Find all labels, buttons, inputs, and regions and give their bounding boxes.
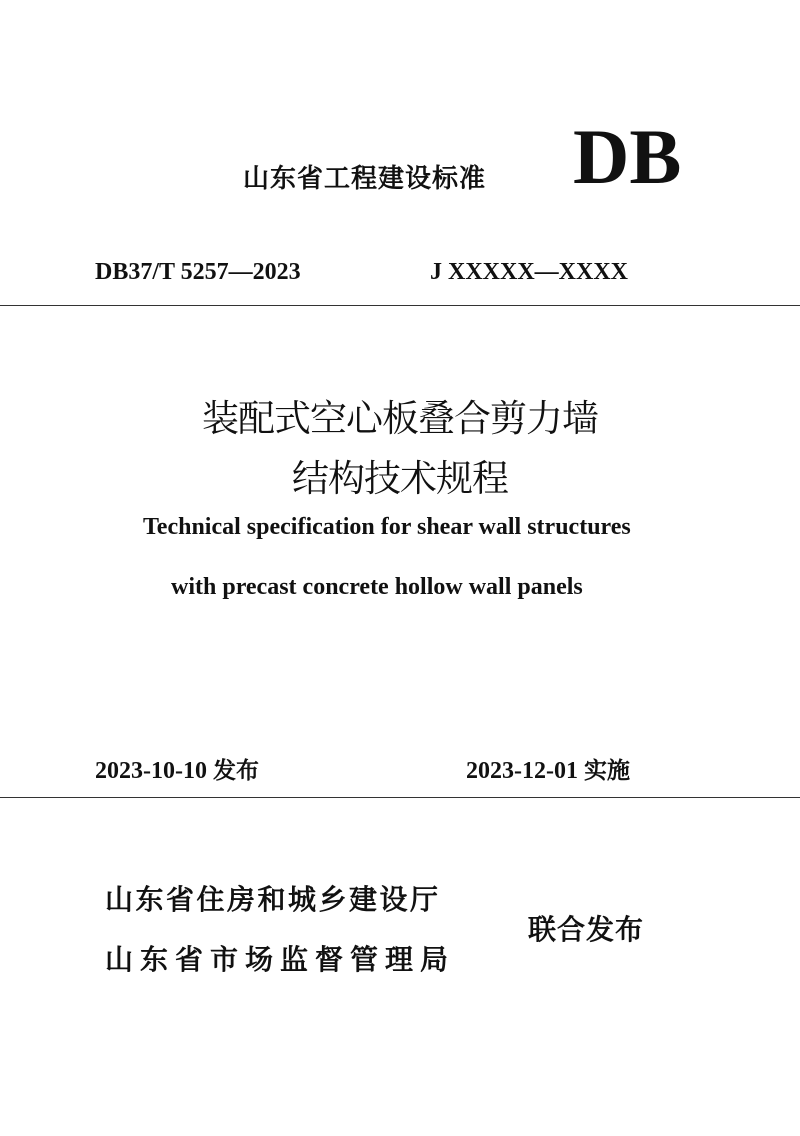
record-number: J XXXXX—XXXX <box>430 259 628 285</box>
issuing-agency-2: 山东省市场监督管理局 <box>105 943 456 976</box>
standard-series-title: 山东省工程建设标准 <box>243 164 487 194</box>
issue-date-block <box>95 752 259 785</box>
joint-issue-label: 联合发布 <box>528 913 645 946</box>
standard-number: DB37/T 5257—2023 <box>95 259 301 285</box>
title-cn-line2: 结构技术规程 <box>292 457 508 500</box>
title-en-line1: Technical specification for shear wall structures <box>143 514 631 540</box>
implement-label: 实施 <box>583 758 630 784</box>
issuing-agency-1: 山东省住房和城乡建设厅 <box>105 883 441 916</box>
issue-date: 2023-10-10 <box>95 758 207 784</box>
title-cn-line1: 装配式空心板叠合剪力墙 <box>202 397 598 440</box>
title-en-line2: with precast concrete hollow wall panels <box>171 574 583 600</box>
issue-label: 发布 <box>212 758 259 784</box>
db-mark: DB <box>573 113 682 200</box>
implement-date-block <box>466 752 630 785</box>
top-divider <box>0 305 800 306</box>
bottom-divider <box>0 797 800 798</box>
implement-date: 2023-12-01 <box>466 758 578 784</box>
